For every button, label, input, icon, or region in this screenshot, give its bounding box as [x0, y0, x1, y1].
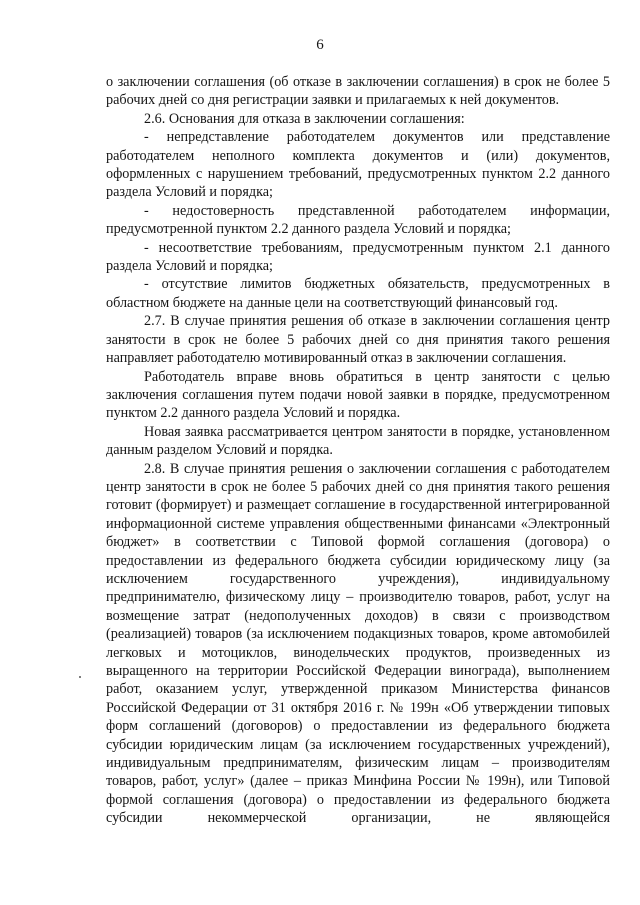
paragraph-2-6-heading: 2.6. Основания для отказа в заключении соглашения:: [144, 110, 465, 127]
paragraph-intro-continuation: о заключении соглашения (об отказе в заключении соглашения) в срок не более 5 рабочих дней со дня регистрации заявки и прилагаемых к ней документов.: [106, 74, 610, 109]
paragraph-new-application: Новая заявка рассматривается центром занятости в порядке, установленном данным разделом Условий и порядка.: [106, 423, 610, 459]
paragraph-2-8: 2.8. В случае принятия решения о заключении соглашения с работодателем центр занятости в срок не более 5 рабочих дней со дня принятия такого решения готовит (формирует) и размещает соглашение в государственной интегрированной информационной системе управления общественными финансами «Электронный бюджет» в соответствии с Типовой формой соглашения (договора) о предоставлении из федерального бюджета субсидии юридическому лицу (за исключением государственного учреждения), индивидуальному предпринимателю, физическому лицу – производителю товаров, работ, услуг на возмещение затрат (недополученных доходов) в связи с производством (реализацией) товаров (за исключением подакцизных товаров, кроме автомобилей легковых и мотоциклов, винодельческих продуктов, произведенных из выращенного на территории Российской Федерации винограда), выполнением работ, оказанием услуг, утвержденной приказом Министерства финансов Российской Федерации от 31 октября 2016 г. № 199н «Об утверждении типовых форм соглашений (договоров) о предоставлении из федерального бюджета субсидии юридическим лицам (за исключением государственных учреждений), индивидуальным предпринимателям, физическим лицам – производителям товаров, работ, услуг» (далее – приказ Минфина России № 199н), или Типовой формой соглашения (договора) о предоставлении из федерального бюджета субсидии некоммерческой организации, не являющейся: [106, 460, 610, 827]
paragraph-refusal-reason-1: - непредставление работодателем документов или представление работодателем неполного комплекта документов и (или) документов, оформленных с нарушением требований, предусмотренных пунктом 2.2 данного раздела Условий и порядка;: [106, 129, 610, 201]
paragraph-refusal-reason-3: - несоответствие требованиям, предусмотренным пунктом 2.1 данного раздела Условий и порядка;: [106, 239, 610, 275]
paragraph-refusal-reason-2: - недостоверность представленной работодателем информации, предусмотренной пунктом 2.2 данного раздела Условий и порядка;: [106, 202, 610, 238]
paragraph-2-7: 2.7. В случае принятия решения об отказе в заключении соглашения центр занятости в срок не более 5 рабочих дней со дня принятия такого решения направляет работодателю мотивированный отказ в заключении соглашения.: [106, 313, 610, 367]
document-body: [106, 73, 610, 828]
scan-speck: [79, 676, 81, 678]
paragraph-reapply: Работодатель вправе вновь обратиться в центр занятости с целью заключения соглашения путем подачи новой заявки в порядке, предусмотренном пунктом 2.2 данного раздела Условий и порядка.: [106, 368, 610, 422]
paragraph-refusal-reason-4: - отсутствие лимитов бюджетных обязательств, предусмотренных в областном бюджете на данные цели на соответствующий финансовый год.: [106, 276, 610, 311]
page-number: 6: [316, 37, 324, 53]
